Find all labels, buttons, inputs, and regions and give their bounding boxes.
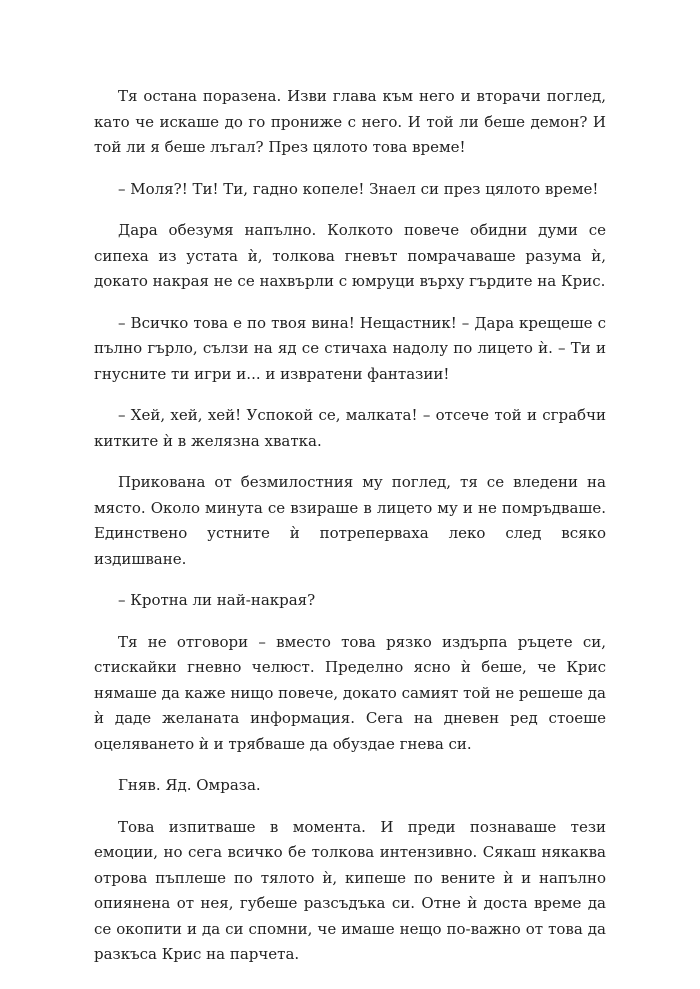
paragraph: Това изпитваше в момента. И преди познаваше тези емоции, но сега всичко бе толкова интензивно. Сякаш някаква отрова пъплеше по тялото ѝ, кипеше по вените ѝ и напълно опиянена от нея, губеше разсъдъка си. Отне ѝ доста време да се окопити и да си спомни, че имаше нещо по-важно от това да разкъса Крис на парчета. [94, 817, 606, 963]
paragraph: – Моля?! Ти! Ти, гадно копеле! Знаел си през цялото време! [118, 179, 599, 198]
paragraph: Тя остана поразена. Изви глава към него и вторачи поглед, като че искаше до го прониже с него. И той ли беше демон? И той ли я беше лъгал? През цялото това време! [94, 87, 606, 156]
paragraph: Дара обезумя напълно. Колкото повече обидни думи се сипеха из устата ѝ, толкова гневът помрачаваше разума ѝ, докато накрая не се нахвърли с юмруци върху гърдите на Крис. [94, 221, 606, 290]
paragraph: Прикована от безмилостния му поглед, тя се вледени на място. Около минута се взираше в лицето му и не помръдваше. Единствено устните ѝ потреперваха леко след всяко издишване. [94, 473, 606, 568]
paragraph: Тя не отговори – вместо това рязко издърпа ръцете си, стискайки гневно челюст. Пределно ясно ѝ беше, че Крис нямаше да каже нищо повече, докато самият той не решеше да ѝ даде желаната информация. Сега на дневен ред стоеше оцеляването ѝ и трябваше да обуздае гнева си. [94, 632, 606, 753]
paragraph: – Хей, хей, хей! Успокой се, малката! – отсече той и сграбчи китките ѝ в желязна хватка. [94, 406, 606, 450]
paragraph: Гняв. Яд. Омраза. [118, 776, 261, 794]
paragraph: – Всичко това е по твоя вина! Нещастник! – Дара крещеше с пълно гърло, сълзи на яд се стичаха надолу по лицето ѝ. – Ти и гнусните ти игри и... и извратени фантазии! [94, 313, 606, 383]
paragraph: – Кротна ли най-накрая? [118, 591, 316, 609]
